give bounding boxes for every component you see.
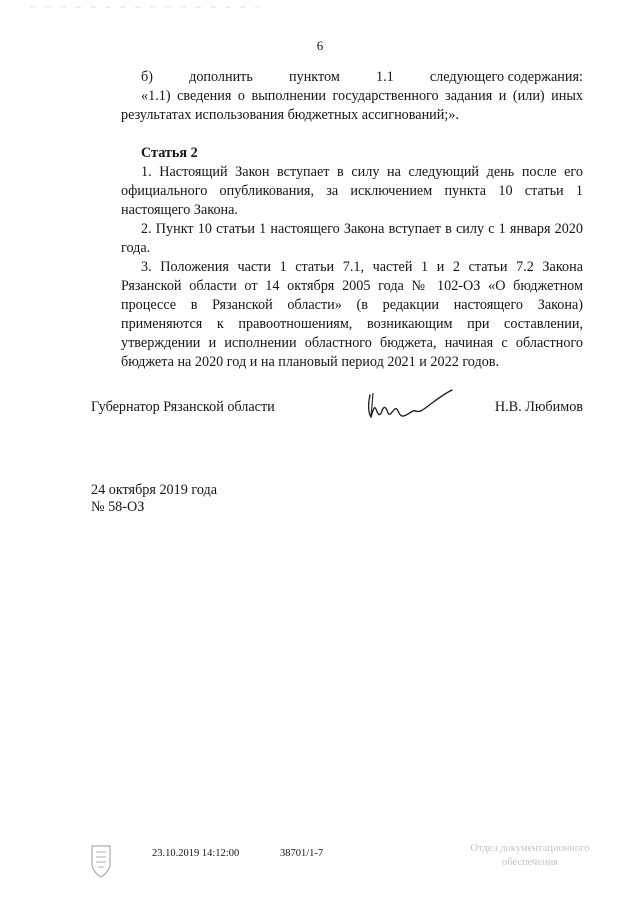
watermark-line: Отдел документационного	[470, 843, 590, 854]
article-paragraph-1: 1. Настоящий Закон вступает в силу на следующий день после его официального опубликования, за исключением пункта 10 статьи 1 настоящего Закона.	[121, 164, 583, 218]
law-date-number	[91, 482, 217, 516]
governor-name: Н.В. Любимов	[494, 399, 583, 415]
amendment-intro-word: 1.1	[375, 69, 394, 85]
article-paragraph-3: 3. Положения части 1 статьи 7.1, частей 1 и 2 статьи 7.2 Закона Рязанской области от 14 октября 2005 года № 102-ОЗ «О бюджетном процессе в Рязанской области» (в редакции настоящего Закона) применяются к правоотношениям, возникающим при составлении, утверждении и исполнении областного бюджета, начиная с областного бюджета на 2020 год и на плановый период 2021 и 2022 годов.	[121, 259, 583, 370]
footer-document-code: 38701/1-7	[280, 848, 324, 859]
article-heading: Статья 2	[141, 145, 198, 161]
amendment-intro-line	[121, 68, 583, 87]
coat-of-arms-icon	[88, 842, 114, 880]
article-paragraph-2: 2. Пункт 10 статьи 1 настоящего Закона вступает в силу с 1 января 2020 года.	[121, 221, 583, 256]
document-body	[121, 68, 583, 372]
law-date: 24 октября 2019 года	[91, 482, 218, 498]
page-number: 6	[316, 38, 324, 53]
document-footer	[0, 838, 640, 898]
amendment-intro-word: следующего содержания:	[429, 69, 583, 85]
amendment-quote: «1.1) сведения о выполнении государственного задания и (или) иных результатах использования бюджетных ассигнований;».	[121, 88, 583, 123]
signature-block	[91, 395, 583, 435]
department-watermark	[445, 842, 615, 870]
governor-title: Губернатор Рязанской области	[91, 399, 275, 415]
amendment-intro-word: пунктом	[289, 69, 340, 85]
watermark-line: обеспечения	[501, 857, 559, 868]
footer-timestamp: 23.10.2019 14:12:00	[152, 848, 240, 859]
amendment-intro-word: дополнить	[189, 69, 253, 85]
handwritten-signature	[364, 387, 456, 427]
law-number: № 58-ОЗ	[91, 499, 145, 515]
scan-edge-artifact	[0, 6, 640, 8]
amendment-intro-word: б)	[141, 69, 153, 85]
